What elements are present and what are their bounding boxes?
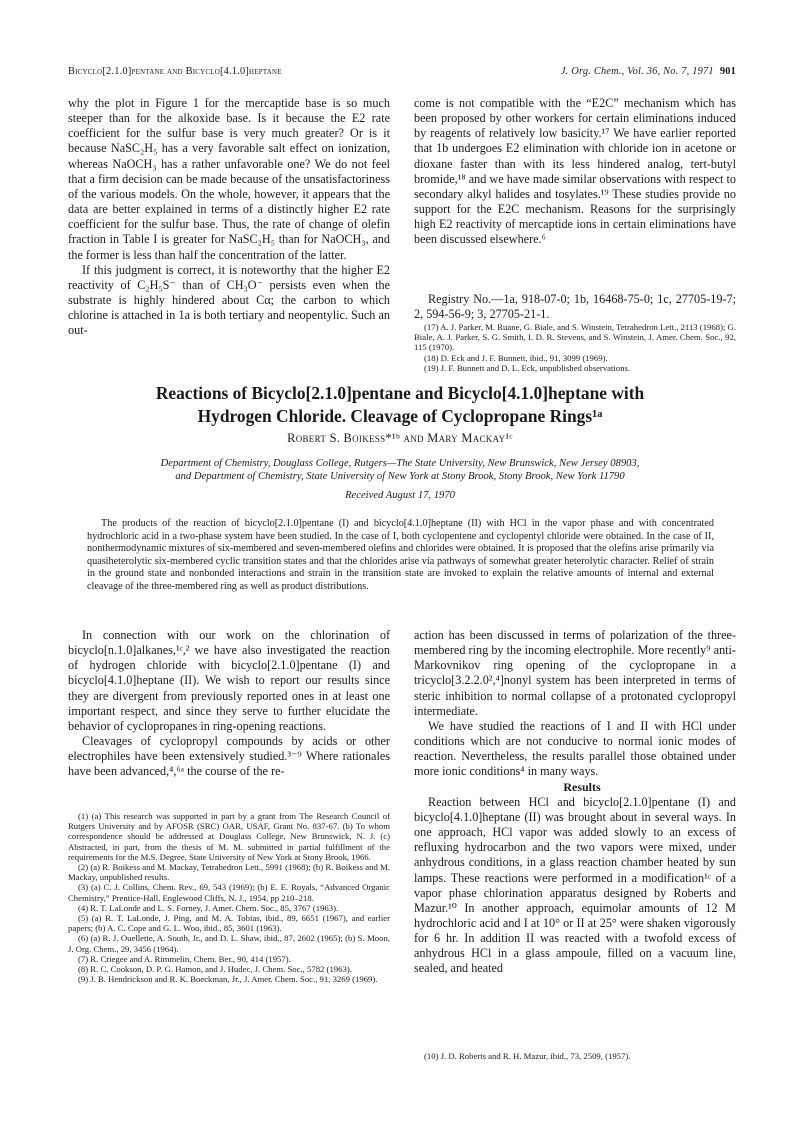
journal-citation: J. Org. Chem., Vol. 36, No. 7, 1971 [560, 66, 714, 77]
paragraph: We have studied the reactions of I and II with HCl under conditions which are not conducive to normal ionic modes of reaction. Nevertheless, the results parallel those obtained under more ionic conditions⁴ in many ways. [414, 718, 736, 779]
title-line: Reactions of Bicyclo[2.1.0]pentane and Bicyclo[4.1.0]heptane with [155, 383, 645, 403]
paragraph: why the plot in Figure 1 for the mercaptide base is so much steeper than for the alkoxide base. Is it because the E2 rate coefficient for the sulfur base is very much greater? Or is it because NaSC₂H₅ has a very favorable salt effect on ionization, whereas NaOCH₃ has a rather unfavorable one? We do not feel that a firm decision can be made because of the unsatisfactoriness of the various models. On the whole, however, it appears that the data are better explained in terms of a distinctly higher E2 rate coefficient for the sulfur base. Thus, the rate of change of olefin fraction in Table I is greater for NaSC₂H₅ than for NaOCH₃, and the former is less than half the concentration of the latter. [68, 96, 390, 262]
footnote: (10) J. D. Roberts and R. H. Mazur, ibid., 73, 2509, (1957). [424, 1051, 631, 1061]
affiliation-line: Department of Chemistry, Douglass College, Rutgers—The State University, New Brunswick, New Jersey 08903, [160, 458, 640, 469]
results-heading: Results [563, 779, 601, 794]
running-head-title: Bicyclo[2.1.0]pentane and Bicyclo[4.1.0]heptane [68, 66, 282, 77]
footnote: (9) J. B. Hendrickson and R. K. Boeckman, Jr., J. Amer. Chem. Soc., 91, 3269 (1969). [78, 974, 378, 985]
registry-text: Registry No.—1a, 918-07-0; 1b, 16468-75-0; 1c, 27705-19-7; 2, 594-56-9; 3, 27705-21-1. [414, 292, 736, 322]
footnote: (17) A. J. Parker, M. Ruane, G. Biale, and S. Winstein, Tetrahedron Lett., 2113 (1968); G. Biale, A. J. Parker, S. G. Smith, I. D. R. Stevens, and S. Winstein, J. Amer. Chem. Soc., 92, 115 (1970). [414, 322, 736, 353]
received-date: Received August 17, 1970 [345, 490, 455, 501]
footnote: (6) (a) R. J. Ouellette, A. South, Jr., and D. L. Shaw, ibid., 87, 2602 (1965); (b) S. Moon, J. Org. Chem., 29, 3456 (1964). [68, 933, 390, 954]
paragraph: In connection with our work on the chlorination of bicyclo[n.1.0]alkanes,¹ᶜ,² we have also investigated the reaction of hydrogen chloride with bicyclo[2.1.0]pentane (I) and bicyclo[4.1.0]heptane (II). We wish to report our results since they are divergent from previously reported ones in at least one important respect, and since they serve to further elucidate the behavior of cyclopropanes in ring-opening reactions. [68, 628, 390, 733]
article-authors: Robert S. Boikess*¹ᵇ and Mary Mackay¹ᶜ [287, 431, 513, 445]
prev-article-right-column [414, 96, 736, 248]
results-footnote [414, 1051, 736, 1061]
page-number: 901 [719, 66, 736, 77]
body-left-column [68, 628, 390, 780]
running-head [68, 66, 736, 82]
footnote: (4) R. T. LaLonde and L. S. Forney, J. Amer. Chem. Soc., 85, 3767 (1963). [78, 902, 339, 913]
footnote: (5) (a) R. T. LaLonde, J. Ping, and M. A. Tobias, ibid., 89, 6651 (1967), and earlier papers; (b) A. C. Cope and G. L. Woo, ibid., 85, 3601 (1963). [68, 913, 390, 934]
affiliation-line: and Department of Chemistry, State University of New York at Stony Brook, Stony Brook, New York 11790 [175, 471, 625, 483]
footnote: (7) R. Criegee and A. Rimmelin, Chem. Ber., 90, 414 (1957). [78, 953, 291, 964]
body-right-column [414, 628, 736, 977]
paragraph: come is not compatible with the “E2C” mechanism which has been proposed by other workers for certain eliminations induced by reagents of relatively low basicity.¹⁷ We have earlier reported that 1b undergoes E2 elimination with chloride ion in acetone or dioxane faster than with its less hindered analog, tert-butyl bromide,¹⁸ and we have made similar observations with respect to secondary alkyl halides and tosylates.¹⁹ These studies provide no support for the E2C mechanism. Reasons for the surprisingly high E2 reactivity of mercaptide ions in certain eliminations have been discussed elsewhere.⁶ [414, 96, 736, 247]
article-title [60, 382, 740, 428]
title-line: Hydrogen Chloride. Cleavage of Cyclopropane Rings¹ᵃ [197, 406, 603, 426]
footnote: (8) R. C. Cookson, D. P. G. Hamon, and J. Hudec, J. Chem. Soc., 5782 (1963). [78, 964, 352, 975]
footnote: (3) (a) C. J. Collins, Chem. Rev., 69, 543 (1969); (b) E. E. Royals, “Advanced Organic Chemistry,” Prentice-Hall, Englewood Cliffs, N. J., 1954, pp 210–218. [68, 882, 390, 903]
abstract [87, 518, 714, 593]
abstract-text: The products of the reaction of bicyclo[2.1.0]pentane (I) and bicyclo[4.1.0]heptane (II) with HCl in the vapor phase and with concentrated hydrochloric acid in a two-phase system have been studied. In the case of I, both cyclopentene and cyclopentyl chloride were obtained. In the case of II, nonthermodynamic mixtures of six-membered and seven-membered olefins and chlorides were obtained. It is proposed that the olefins arise primarily via quasiheterolytic six-membered cyclic transition states and that the chlorides arise via pathways of somewhat greater heterolytic character. Relief of strain in the ground state and nonbonded interactions and strain in the transition state are invoked to explain the relative amounts of internal and external cleavage of the three-membered ring as well as product distributions. [87, 518, 714, 592]
paragraph: Cleavages of cyclopropyl compounds by acids or other electrophiles have been extensively studied.³⁻⁹ Where rationales have been advanced,⁴,⁶ᵃ the course of the re- [68, 734, 390, 779]
prev-article-footnotes [414, 322, 736, 373]
footnote: (1) (a) This research was supported in part by a grant from The Research Council of Rutgers University and by AFOSR (SRC) OAR, USAF, Grant No. 837-67. (b) To whom correspondence should be addressed at Douglass College, New Brunswick, N. J. (c) Abstracted, in part, from the thesis of M. M. submitted in partial fulfillment of the requirements for the M.S. Degree, State University of New York at Stony Brook, 1966. [68, 811, 390, 862]
running-head-journal [561, 66, 736, 77]
paragraph: Reaction between HCl and bicyclo[2.1.0]pentane (I) and bicyclo[4.1.0]heptane (II) was brought about in several ways. In one approach, HCl vapor was added slowly to an excess of refluxing hydrocarbon and the two vapors were mixed, under anhydrous conditions, in a glass reaction chamber heated by sun lamps. These reactions were performed in a modification¹ᶜ of a vapor phase chlorination apparatus designed by Roberts and Mazur.¹⁰ In another approach, equimolar amounts of 12 M hydrochloric acid and I at 10° or II at 25° were shaken vigorously for 6 hr. In addition II was reacted with a twofold excess of anhydrous HCl in a glass ampoule, filled on a vacuum line, sealed, and heated [414, 794, 736, 976]
paragraph: action has been discussed in terms of polarization of the three-membered ring by the incoming electrophile. More recently⁹ anti-Markovnikov ring opening of the cyclopropane in a tricyclo[3.2.2.0²,⁴]nonyl system has been interpreted in terms of steric inhibition to normal collapse of a protonated cyclopropyl intermediate. [414, 628, 736, 718]
footnote: (2) (a) R. Boikess and M. Mackay, Tetrahedron Lett., 5991 (1968); (b) R. Boikess and M. Mackay, unpublished results. [68, 862, 390, 883]
footnote: (19) J. F. Bunnett and D. L. Eck, unpublished observations. [424, 362, 631, 373]
registry-numbers [414, 292, 736, 322]
footnote: (18) D. Eck and J. F. Bunnett, ibid., 91, 3099 (1969). [424, 352, 608, 363]
paragraph: If this judgment is correct, it is noteworthy that the higher E2 reactivity of C₂H₅S⁻ than of CH₃O⁻ persists even when the substrate is highly hindered about Cα; the carbon to which chlorine is attached in 1a is both tertiary and neopentylic. Such an out- [68, 262, 390, 338]
article-footnotes [68, 811, 390, 984]
author-affiliations [90, 457, 710, 484]
prev-article-left-column [68, 96, 390, 339]
